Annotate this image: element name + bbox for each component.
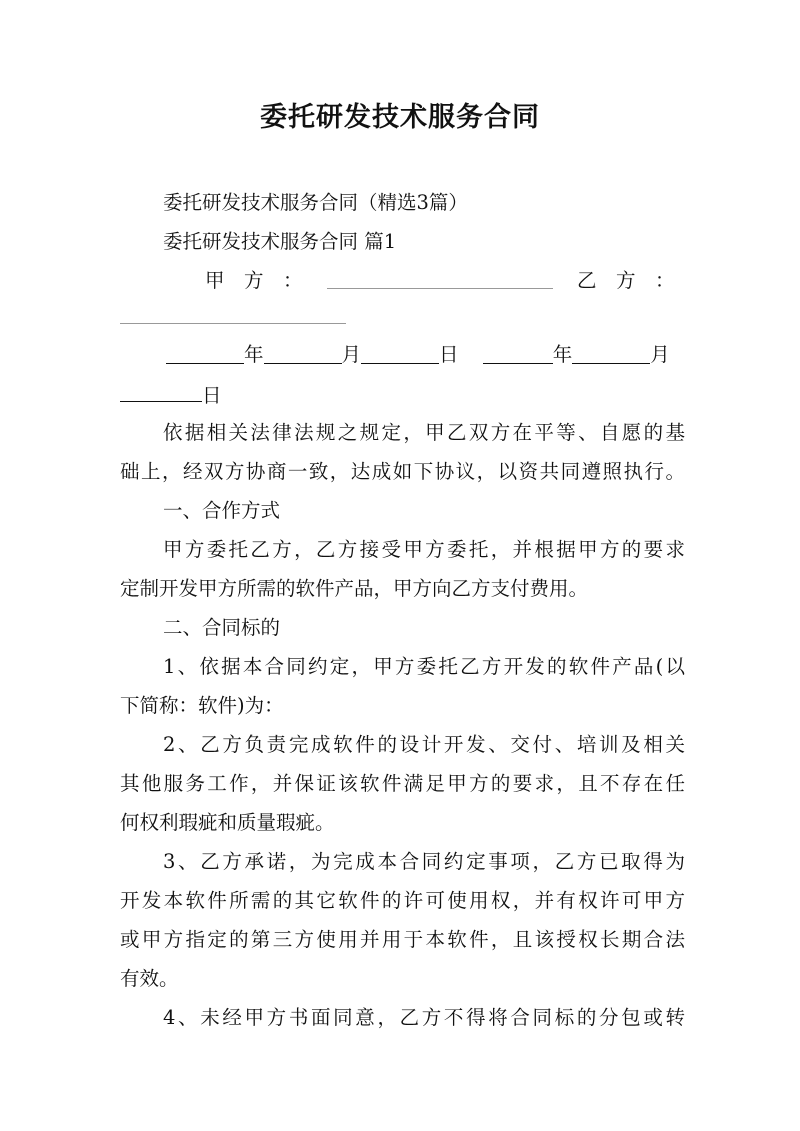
party-row — [205, 268, 675, 294]
day-label-a: 日 — [439, 343, 459, 366]
day-label-b: 日 — [202, 384, 222, 407]
item2-line-2: 其他服务工作，并保证该软件满足甲方的要求，且不存在任 — [120, 772, 685, 795]
year-label-b: 年 — [552, 343, 573, 366]
item4-line-1: 4、未经甲方书面同意，乙方不得将合同标的分包或转 — [163, 1006, 685, 1029]
month-label-b: 月 — [650, 343, 670, 366]
date-row-continued — [120, 381, 685, 409]
party-a-label: 甲 方 ： — [205, 269, 303, 292]
heading-cooperation: 一、合作方式 — [163, 499, 281, 522]
coop-line-1: 甲方委托乙方，乙方接受甲方委托，并根据甲方的要求 — [163, 538, 685, 561]
month-label-a: 月 — [341, 343, 362, 366]
item3-line-2: 开发本软件所需的其它软件的许可使用权，并有权许可甲方 — [120, 889, 685, 912]
heading-contract-subject: 二、合同标的 — [163, 616, 281, 639]
intro-line-1: 依据相关法律法规之规定，甲乙双方在平等、自愿的基 — [163, 421, 685, 444]
item3-line-4: 有效。 — [120, 967, 179, 990]
item2-line-3: 何权利瑕疵和质量瑕疵。 — [120, 811, 335, 834]
item3-line-1: 3、乙方承诺，为完成本合同约定事项，乙方已取得为 — [163, 850, 685, 873]
intro-line-2: 础上，经双方协商一致，达成如下协议，以资共同遵照执行。 — [120, 460, 685, 483]
party-a-blank[interactable] — [327, 288, 553, 289]
section-heading: 委托研发技术服务合同 篇1 — [163, 230, 397, 253]
coop-line-2: 定制开发甲方所需的软件产品，甲方向乙方支付费用。 — [120, 577, 589, 600]
item2-line-1: 2、乙方负责完成软件的设计开发、交付、培训及相关 — [163, 733, 685, 756]
item1-line-1: 1、依据本合同约定，甲方委托乙方开发的软件产品(以 — [163, 655, 685, 678]
year-blank-b[interactable] — [483, 342, 553, 364]
year-label-a: 年 — [244, 343, 264, 366]
party-b-label: 乙 方 ： — [577, 269, 675, 292]
date-row — [166, 342, 686, 368]
party-b-blank[interactable] — [120, 323, 346, 324]
month-blank-b[interactable] — [572, 342, 650, 364]
year-blank-a[interactable] — [166, 342, 244, 364]
month-blank-a[interactable] — [264, 342, 342, 364]
item1-line-2: 下简称：软件)为： — [120, 694, 284, 717]
day-blank-a[interactable] — [361, 342, 439, 364]
item3-line-3: 或甲方指定的第三方使用并用于本软件，且该授权长期合法 — [120, 928, 685, 951]
day-blank-b[interactable] — [120, 381, 202, 402]
document-subtitle: 委托研发技术服务合同（精选3篇） — [163, 191, 468, 214]
document-title: 委托研发技术服务合同 — [260, 102, 540, 133]
